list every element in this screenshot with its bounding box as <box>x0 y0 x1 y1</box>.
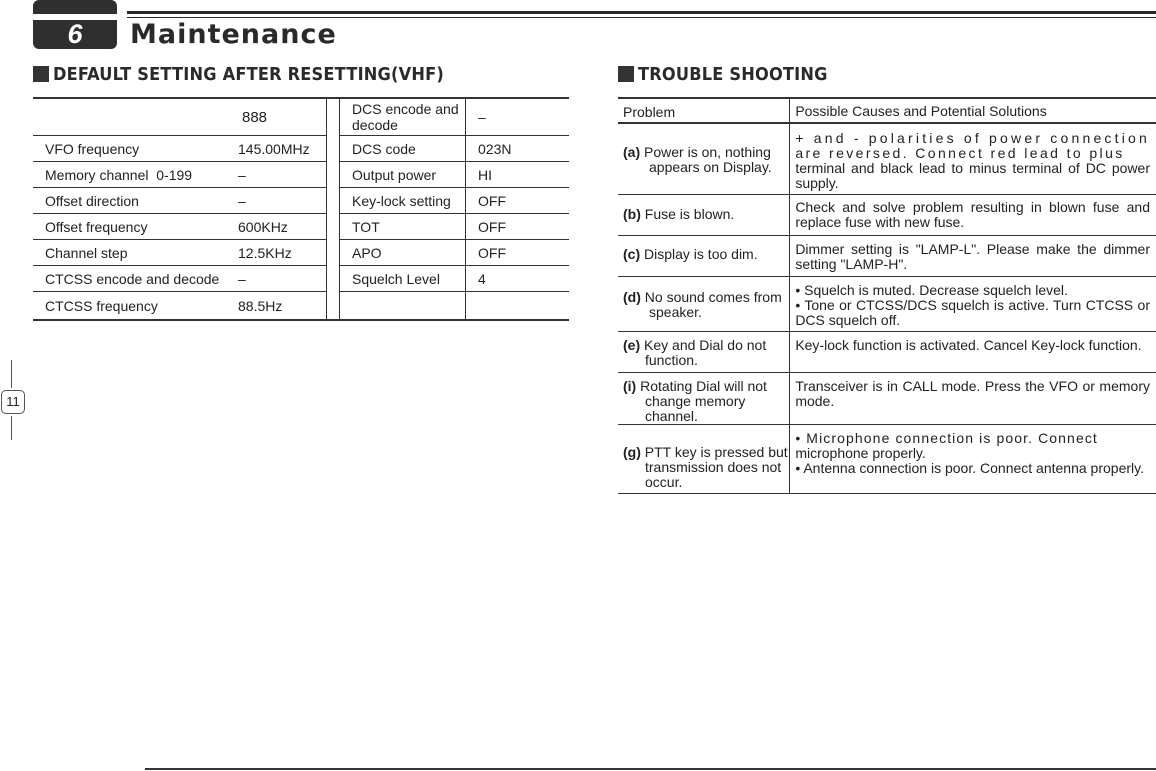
table-cell: 888 <box>230 98 327 136</box>
table-cell: OFF <box>466 188 570 214</box>
table-cell: 4 <box>466 266 570 292</box>
table-cell <box>33 98 230 136</box>
table-row <box>618 425 1156 494</box>
table-cell: VFO frequency <box>33 136 230 162</box>
table-cell: DCS encode and decode <box>340 98 466 136</box>
default-settings-table <box>33 97 569 321</box>
page-number-line-bottom <box>11 416 12 440</box>
header-rule-thin <box>127 17 1156 18</box>
problem-cell: (b) Fuse is blown. <box>618 195 790 236</box>
solution-cell: • Squelch is muted. Decrease squelch level. • Tone or CTCSS/DCS squelch is active. Turn CTCSS or DCS squelch off. <box>790 277 1156 332</box>
table-cell: – <box>466 98 570 136</box>
table-cell: – <box>230 162 327 188</box>
footer-rule <box>145 768 1156 770</box>
page-title: Maintenance <box>130 19 337 50</box>
table-cell: Output power <box>340 162 466 188</box>
table-cell: DCS code <box>340 136 466 162</box>
table-cell: 12.5KHz <box>230 240 327 266</box>
table-cell: – <box>230 266 327 292</box>
table-cell: OFF <box>466 240 570 266</box>
chapter-badge-top <box>33 0 117 14</box>
table-row <box>33 136 569 162</box>
table-cell: TOT <box>340 214 466 240</box>
table-row <box>618 277 1156 332</box>
table-cell <box>340 292 466 321</box>
table-cell: CTCSS encode and decode <box>33 266 230 292</box>
chapter-badge <box>33 0 117 49</box>
solution-cell: + and - polarities of power connection are reversed. Connect red lead to plus terminal and black lead to minus terminal of DC power supply. <box>790 123 1156 195</box>
trouble-heading <box>618 63 828 85</box>
heading-square-icon <box>618 66 634 82</box>
table-cell: CTCSS frequency <box>33 292 230 321</box>
table-row <box>618 236 1156 277</box>
table-row <box>618 195 1156 236</box>
troubleshooting-table <box>618 97 1156 494</box>
table-row <box>33 214 569 240</box>
page-number-line-top <box>11 360 12 388</box>
table-row <box>618 373 1156 425</box>
solution-cell: Check and solve problem resulting in blown fuse and replace fuse with new fuse. <box>790 195 1156 236</box>
chapter-number: 6 <box>33 20 117 49</box>
column-header-problem: Problem <box>618 98 790 123</box>
table-cell: Squelch Level <box>340 266 466 292</box>
table-row <box>33 266 569 292</box>
page-number: 11 <box>1 390 25 414</box>
table-cell: 88.5Hz <box>230 292 327 321</box>
table-row <box>618 332 1156 373</box>
table-cell: Offset direction <box>33 188 230 214</box>
column-header-solution: Possible Causes and Potential Solutions <box>790 98 1156 123</box>
table-cell: OFF <box>466 214 570 240</box>
defaults-heading <box>33 63 444 85</box>
table-cell: 145.00MHz <box>230 136 327 162</box>
table-cell: Channel step <box>33 240 230 266</box>
solution-cell: Key-lock function is activated. Cancel Key-lock function. <box>790 332 1156 373</box>
problem-cell: (c) Display is too dim. <box>618 236 790 277</box>
heading-square-icon <box>33 66 49 82</box>
solution-cell: Transceiver is in CALL mode. Press the VFO or memory mode. <box>790 373 1156 425</box>
problem-cell: (e) Key and Dial do not function. <box>618 332 790 373</box>
header-rule <box>127 11 1156 14</box>
table-row <box>618 123 1156 195</box>
defaults-heading-text: DEFAULT SETTING AFTER RESETTING(VHF) <box>53 63 445 85</box>
table-row <box>33 240 569 266</box>
table-row <box>33 188 569 214</box>
problem-cell: (a) Power is on, nothing appears on Display. <box>618 123 790 195</box>
table-cell: APO <box>340 240 466 266</box>
table-header-row <box>618 98 1156 123</box>
problem-cell: (i) Rotating Dial will not change memory channel. <box>618 373 790 425</box>
solution-cell: • Microphone connection is poor. Connect microphone properly. • Antenna connection is poor. Connect antenna properly. <box>790 425 1156 494</box>
table-row <box>33 292 569 321</box>
table-cell: Memory channel 0-199 <box>33 162 230 188</box>
trouble-heading-text: TROUBLE SHOOTING <box>638 63 828 85</box>
table-cell: Offset frequency <box>33 214 230 240</box>
table-cell: – <box>230 188 327 214</box>
table-row <box>33 98 569 136</box>
table-cell: 023N <box>466 136 570 162</box>
problem-cell: (g) PTT key is pressed but transmission does not occur. <box>618 425 790 494</box>
table-cell: Key-lock setting <box>340 188 466 214</box>
table-row <box>33 162 569 188</box>
table-cell: HI <box>466 162 570 188</box>
problem-cell: (d) No sound comes from speaker. <box>618 277 790 332</box>
table-cell: 600KHz <box>230 214 327 240</box>
solution-cell: Dimmer setting is "LAMP-L". Please make the dimmer setting "LAMP-H". <box>790 236 1156 277</box>
table-cell <box>466 292 570 321</box>
